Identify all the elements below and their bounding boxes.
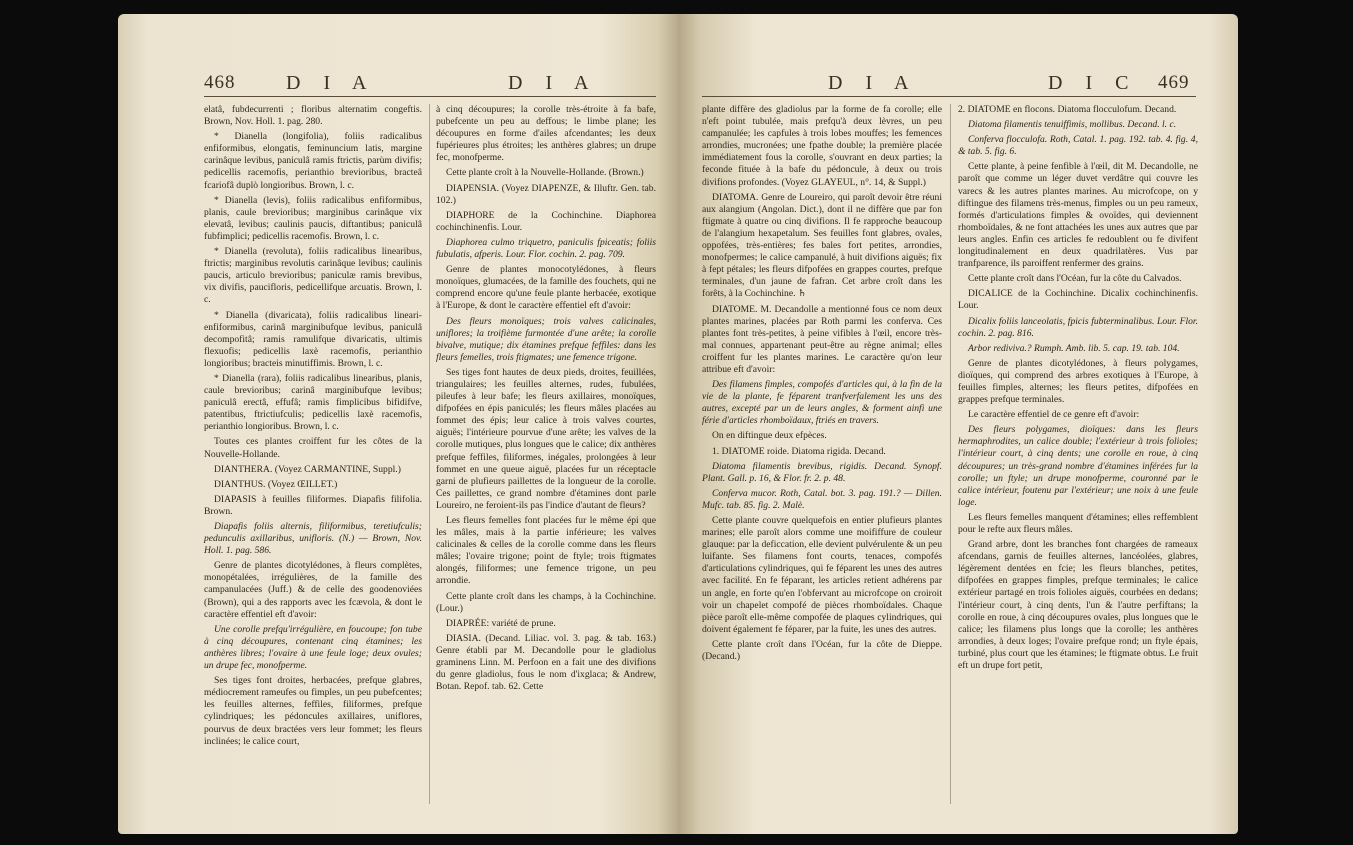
header-rule [702, 96, 1196, 97]
left-column-2 [436, 104, 656, 696]
entry-heading: 1. DIATOME roide. Diatoma rigida. Decand. [712, 445, 886, 457]
paragraph: Diatoma filamentis tenuiffimis, mollibus. Decand. l. c. [968, 119, 1177, 131]
paragraph: * Dianella (levis), foliis radicalibus enfiformibus, planis, caule brevioribus; marginibus carinâque vix elevatâ, levibus; caulinis paucis, diftantibus; paniculâ fubfimplici; pedicellis racemofis. Brown, l. c. [204, 194, 422, 242]
paragraph: Cette plante couvre quelquefois en entier plufieurs plantes marines; elle paroît alors comme une moififfure de couleur glauque: par la deficcation, elle devient pulvérulente & un peu luifante. Ses filamens font courts, tenaces, compofés d'articulations cylindriques, qui fe féparent les unes des autres avec facilité. En fe féparant, les articles retient adhérens par un angle, en forte qu'en l'obfervant au microfcope on croiroit voir un chapelet compofé de pièces rhomboïdales. Chaque pièce paroît elle-même compofée de plaques cylindriques, qui doivent également fe féparer, par la fuite, les unes des autres. [702, 515, 942, 635]
column-divider [950, 104, 951, 804]
paragraph: Diaphorea culmo triquetro, paniculis fpiceatis; foliis fubulatis, afperis. Lour. Flor. cochin. 2. pag. 709. [436, 236, 656, 261]
paragraph: à cinq découpures; la corolle très-étroite à fa bafe, pubefcente un peu au deffous; le limbe plane; les découpures en forme d'ailes afcendantes; les deux fupérieures plus étroites; les anthères glabres; un drupe fec, monofperme. [436, 104, 656, 164]
right-page [678, 14, 1238, 834]
paragraph: On en diftingue deux efpèces. [712, 430, 827, 442]
paragraph: Conferva mucor. Roth, Catal. bot. 3. pag. 191.? — Dillen. Mufc. tab. 85. fig. 2. Malè. [702, 487, 942, 511]
left-page [118, 14, 678, 834]
column-divider [429, 104, 430, 804]
paragraph: Arbor rediviva.? Rumph. Amb. lib. 5. cap. 19. tab. 104. [968, 342, 1180, 354]
paragraph: Genre de plantes dicotylédones, à fleurs complètes, monopétalées, irrégulières, de la famille des campanulacées (Juff.) & de celle des goodenoviées (Brown), qui a des rapports avec les fcævola, & dont le caractère effentiel eft d'avoir: [204, 560, 422, 620]
paragraph: Grand arbre, dont les branches font chargées de rameaux afcendans, garnis de feuilles alternes, lancéolées, glabres, légèrement dentées en fcie; les fleurs blanches, petites, difpofées en grappes fimples, prefque terminales; le calice extérieur partagé en trois folioles aiguës, courbées en dedans; l'intérieur court, à cinq dents, l'un & l'autre perfiftans; la corolle en roue, à cinq découpures ovales, plus longues que le calice; les filamens plus longs que la corolle; les anthères arrondies, à deux loges; l'ovaire prefque rond; un ftyle épais, turbiné, plus court que les étamines; le ftigmate obtus. Le fruit eft un drupe fort petit, [958, 539, 1198, 672]
paragraph: Toutes ces plantes croiffent fur les côtes de la Nouvelle-Hollande. [204, 436, 422, 460]
paragraph: Des filamens fimples, compofés d'articles qui, à la fin de la vie de la plante, fe féparent tranfverfalement les uns des autres, excepté par un de leurs angles, & forment ainfi une férie d'articles rhomboïdaux, ftriés en travers. [702, 379, 942, 427]
paragraph: Les fleurs femelles manquent d'étamines; elles reffemblent pour le refte aux fleurs mâles. [958, 511, 1198, 535]
paragraph: Conferva flocculofa. Roth, Catal. 1. pag. 192. tab. 4. fig. 4, & tab. 5. fig. 6. [958, 134, 1198, 158]
paragraph: elatâ, fubdecurrenti ; floribus alternatim congeftis. Brown, Nov. Holl. 1. pag. 280. [204, 104, 422, 128]
paragraph: DIATOME. M. Decandolle a mentionné fous ce nom deux plantes marines, placées par Roth parmi les conferva. Ces plantes font très-petites, à peine vifibles à l'œil, encore très-mal connues, appartenant peut-être au règne animal; elles croiffent fur les plantes marines. Le caractère qu'on leur attribue eft d'avoir: [702, 303, 942, 375]
paragraph: Diatoma filamentis brevibus, rigidis. Decand. Synopf. Plant. Gall. p. 16, & Flor. fr. 2. p. 48. [702, 460, 942, 484]
paragraph: Diapafis foliis alternis, filiformibus, teretiufculis; pedunculis axillaribus, unifloris. (N.) — Brown, Nov. Holl. 1. pag. 586. [204, 521, 422, 557]
paragraph: * Dianella (longifolia), foliis radicalibus enfiformibus, elongatis, feminuncium latis, margine carinâque levibus, paniculâ ramis ftrictis, parùm divifis; pedicellis racemofis, perianthio brevioribus, bracteâ fcariofâ duplò longioribus. Brown, l. c. [204, 131, 422, 191]
running-header-right: D I C [1048, 72, 1138, 94]
entry-heading: DIANTHERA. (Voyez CARMANTINE, Suppl.) [214, 463, 401, 475]
entry-heading: DICALICE de la Cochinchine. Dicalix cochinchinenfis. Lour. [958, 288, 1198, 312]
entry-heading: DIAPRÉE: variété de prune. [446, 617, 556, 629]
paragraph: Cette plante croît dans les champs, à la Cochinchine. (Lour.) [436, 590, 656, 614]
right-column-2 [958, 104, 1198, 675]
paragraph: plante diffère des gladiolus par la forme de fa corolle; elle n'eft point tubulée, mais prefqu'à deux lèvres, un peu campanulée; les capfules à trois lobes mouffes; les femences arrondies, mucronées; une fpathe double; la première placée immédiatement fous la corolle, s'ouvrant en deux parties; la feconde fituée à la bafe du pédoncule, à deux ou trois divifions profondes. (Voyez GLAYEUL, n°. 14, & Suppl.) [702, 104, 942, 188]
paragraph: * Dianella (divaricata), foliis radicalibus lineari-enfiformibus, carinâ marginibufque levibus, paniculâ decompofitâ; ramis ramulifque divaricatis, ultimis flexuofis; pedicellis laxè racemofis, perianthio longioribus; bracteis minutiffimis. Brown, l. c. [204, 309, 422, 369]
entry-heading: DIAPASIS à feuilles filiformes. Diapafis filifolia. Brown. [204, 493, 422, 517]
running-header: D I A [828, 72, 918, 94]
entry-heading: 2. DIATOME en flocons. Diatoma flocculofum. Decand. [958, 104, 1177, 115]
running-header: D I A [286, 72, 376, 94]
paragraph: Ses tiges font hautes de deux pieds, droites, feuillées, triangulaires; les feuilles alternes, rudes, fubulées, pileufes à leur bafe; les fleurs axillaires, monoïques, difpofées en épis paniculés; les fleurs mâles placées au fommet des épis; leur calice à trois valves courtes, aiguës; l'intérieure pourvue d'une arête; les valves de la corolle mutiques, plus longues que le calice; dix anthères prefque feffiles, filiformes, inégales, prolongées à leur fommet en une queue aiguë, placées fur un réceptacle garni de plufieurs paillettes de la longueur de la corolle. Ces paillettes, ce grand nombre d'étamines dont parle Loureiro, ne feroient-ils pas l'indice d'autant de fleurs? [436, 366, 656, 511]
paragraph: DIASIA. (Decand. Liliac. vol. 3. pag. & tab. 163.) Genre établi par M. Decandolle pour le gladiolus graminens Linn. M. Perfoon en a fait une des divifions du genre gladiolus, fous le nom d'ixglaca; & Andrew, Botan. Repof. tab. 62. Cette [436, 632, 656, 693]
paragraph: Cette plante croît à la Nouvelle-Hollande. (Brown.) [446, 167, 644, 179]
paragraph: Cette plante croît dans l'Océan, fur la côte de Dieppe. (Decand.) [702, 638, 942, 663]
left-column-1 [204, 104, 422, 751]
paragraph: * Dianella (rara), foliis radicalibus linearibus, planis, caule brevioribus; carinâ marginibufque levibus; paniculâ erectâ, effufâ; ramis fimplicibus bifidifve, patentibus, ftrictiufculis; pedicellis laxè racemofis, perianthio longioribus. Brown, l. c. [204, 372, 422, 433]
page-number: 468 [204, 72, 236, 93]
paragraph: DIATOMA. Genre de Loureiro, qui paroît devoir être réuni aux alangium (Angolan. Dict.), dont il ne diffère que par fon ftigmate à quatre ou cinq divifions. Il fe rapproche beaucoup de l'alangium hexapetalum. Ses feuilles font glabres, ovales, oppofées, très-entières; fes bales fort petites, arrondies, monofpermes; le calice campanulé, à huit divifions aiguës; fix à fept pétales; les fleurs difpofées en grappes courtes, prefque terminales, d'un jaune de fafran. Cet arbre croît dans les forêts, à la Cochinchine. ♄ [702, 191, 942, 300]
paragraph: Une corolle prefqu'irrégulière, en foucoupe; fon tube à cinq découpures, contenant cinq étamines; les anthères libres; l'ovaire à une feule loge; deux ovules; un drupe fec, monofperme. [204, 623, 422, 672]
paragraph: Ses tiges font droites, herbacées, prefque glabres, médiocrement rameufes ou fimples, un peu pubefcentes; les feuilles alternes, feffiles, filiformes, prefque cylindriques; les pédoncules axillaires, uniflores, pourvus de deux bractées vers leur fommet; les fleurs inclinées; le calice court, [204, 675, 422, 747]
entry-heading: DIAPHORE de la Cochinchine. Diaphorea cochinchinenfis. Lour. [436, 209, 656, 233]
running-header-right: D I A [508, 72, 598, 94]
paragraph: Les fleurs femelles font placées fur le même épi que les mâles, mais à la partie inférieure; les valves calicinales & celles de la corolle comme dans les fleurs mâles; l'ovaire trigone; point de ftyle; trois ftigmates alongés, filiformes; une femence trigone, un peu arrondie. [436, 515, 656, 587]
right-column-1 [702, 104, 942, 666]
paragraph: Cette plante croît dans l'Océan, fur la côte du Calvados. [968, 273, 1182, 285]
paragraph: Genre de plantes dicotylédones, à fleurs polygames, dioïques, qui comprend des arbres exotiques à l'Europe, à feuilles fimples, alternes; les fleurs petites, difpofées en grappes prefque terminales. [958, 357, 1198, 406]
paragraph: Genre de plantes monocotylédones, à fleurs monoïques, glumacées, de la famille des fouchets, qui ne comprend encore qu'une feule plante herbacée, exotique à l'Europe, & dont le caractère effentiel eft d'avoir: [436, 264, 656, 312]
paragraph: Des fleurs polygames, dioïques: dans les fleurs hermaphrodites, un calice double; l'extérieur à trois folioles; l'intérieur court, à cinq dents; une corolle en roue, à cinq découpures; un très-grand nombre d'étamines inférées fur la corolle; un ftyle; un drupe monofperme, couronné par le calice intérieur, foutenu par l'extérieur; une noix à une feule loge. [958, 424, 1198, 508]
entry-heading: DIANTHUS. (Voyez ŒILLET.) [214, 478, 338, 490]
page-number: 469 [1158, 72, 1190, 93]
paragraph: * Dianella (revoluta), foliis radicalibus linearibus, ftrictis; marginibus revolutis carinâque levibus; caulinis paucis, articulo brevioribus; paniculæ ramis brevibus, vix divifis, paucifloris, pedicellifque arcuatis. Brown, l. c. [204, 246, 422, 306]
paragraph: Cette plante, à peine fenfible à l'œil, dit M. Decandolle, ne paroît que comme un léger duvet verdâtre qui couvre les varecs & les autres plantes marines. Au microfcope, on y diftingue des filamens très-menus, fimples ou un peu rameux, formés d'articulations fimples & ovoïdes, qui deviennent rhomboïdales, & ne font attachées les unes aux autres que par leurs angles. Enfin ces articles fe redoublent ou fe divifent longitudinalement en deux quadrilatères. Vus par tranfparence, ils paroiffent renfermer des grains. [958, 161, 1198, 270]
paragraph: Dicalix foliis lanceolatis, fpicis fubterminalibus. Lour. Flor. cochin. 2. pag. 816. [958, 315, 1198, 339]
paragraph: Le caractère effentiel de ce genre eft d'avoir: [968, 409, 1140, 421]
header-rule [204, 96, 656, 97]
paragraph: Des fleurs monoïques; trois valves calicinales, uniflores; la troifième furmontée d'une arête; la corolle bivalve, mutique; dix étamines prefque feffiles: dans les fleurs femelles, trois ftigmates; une femence trigone. [436, 315, 656, 363]
entry-heading: DIAPENSIA. (Voyez DIAPENZE, & Illuftr. Gen. tab. 102.) [436, 182, 656, 206]
